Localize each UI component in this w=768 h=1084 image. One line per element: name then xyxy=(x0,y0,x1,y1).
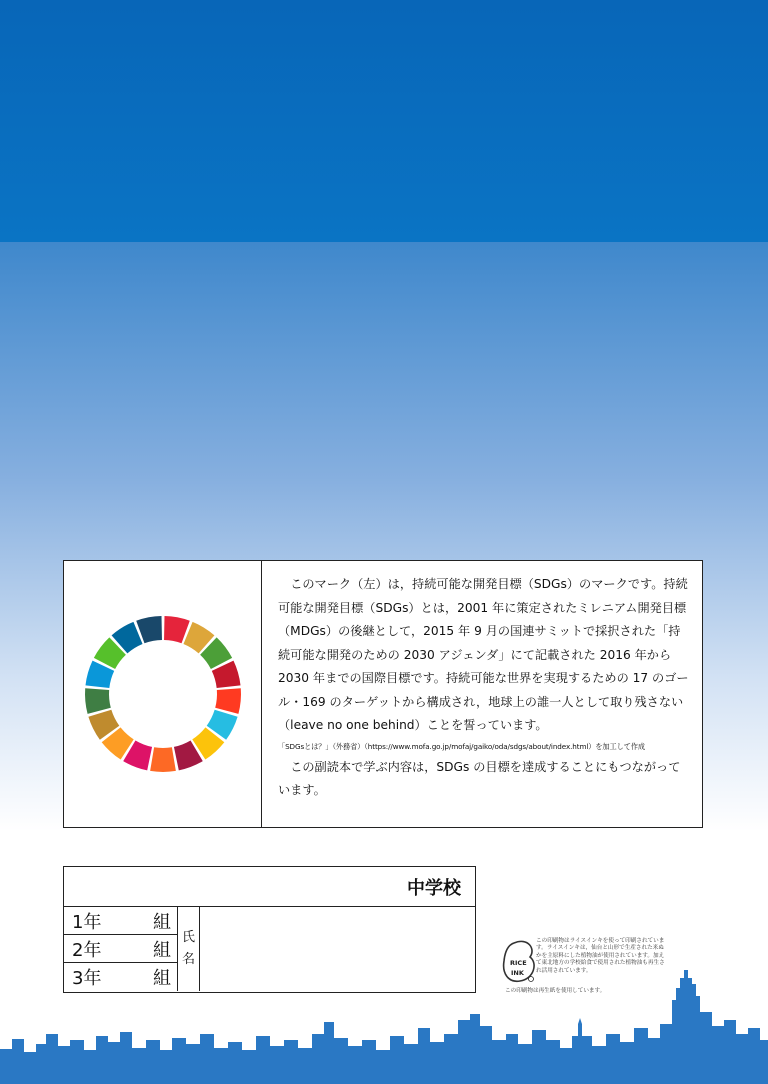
sdgs-description xyxy=(262,561,702,827)
grade-class: 組 xyxy=(153,968,171,989)
sdg-wheel-segment xyxy=(150,747,176,772)
rice-ink-note: この印刷物はライスインキを使って印刷されています。ライスインキは，仙台と山形で生産された米ぬかを主原料にした植物油が使用されています。加えて東北地方の学校給食で使用された植物油も再生され活用されています。 xyxy=(536,938,665,974)
grade-row-1[interactable] xyxy=(64,907,177,935)
rice-logo-text: RICE xyxy=(510,959,527,967)
school-label: 中学校 xyxy=(407,877,461,899)
ink-logo-text: INK xyxy=(511,969,524,977)
sdg-wheel-segment xyxy=(85,688,111,714)
grade-year: 2年 xyxy=(72,939,102,961)
grade-year: 3年 xyxy=(72,968,102,989)
sdgs-info-box xyxy=(63,560,703,828)
sdg-wheel-segment xyxy=(215,688,241,714)
grade-class: 組 xyxy=(153,939,171,961)
sdg-wheel-cell xyxy=(64,561,262,827)
grade-row-2[interactable] xyxy=(64,935,177,963)
grade-year: 1年 xyxy=(72,911,102,933)
recycled-paper-note: この印刷物は再生紙を使用しています。 xyxy=(505,988,606,994)
city-skyline xyxy=(0,964,768,1084)
header-blue-band xyxy=(0,0,768,242)
school-row xyxy=(64,867,475,907)
sdgs-paragraph-1: このマーク（左）は，持続可能な開発目標（SDGs）のマークです。持続可能な開発目標（SDGs）とは，2001 年に策定されたミレニアム開発目標（MDGs）の後継として，2015 年 9 月の国連サミットで採択された「持続可能な開発のための 2030 アジェンダ」にて記載された 2016 年から 2030 年までの国際目標です。持続可能な世界を実現するための 17 のゴール・169 のターゲットから構成され，地球上の誰一人として取り残さない（leave no one behind）ことを誓っています。 xyxy=(278,577,689,732)
sdgs-paragraph-2: この副読本で学ぶ内容は，SDGs の目標を達成することにもつながっています。 xyxy=(278,759,681,797)
grade-class: 組 xyxy=(153,911,171,933)
name-label-char-1: 氏 xyxy=(181,930,195,945)
sdg-wheel-icon xyxy=(83,614,243,774)
name-label-char-2: 名 xyxy=(181,952,195,967)
source-citation: 「SDGsとは？」（外務省）（https://www.mofa.go.jp/mofaj/gaiko/oda/sdgs/about/index.html）を加工して作成 xyxy=(278,741,645,751)
